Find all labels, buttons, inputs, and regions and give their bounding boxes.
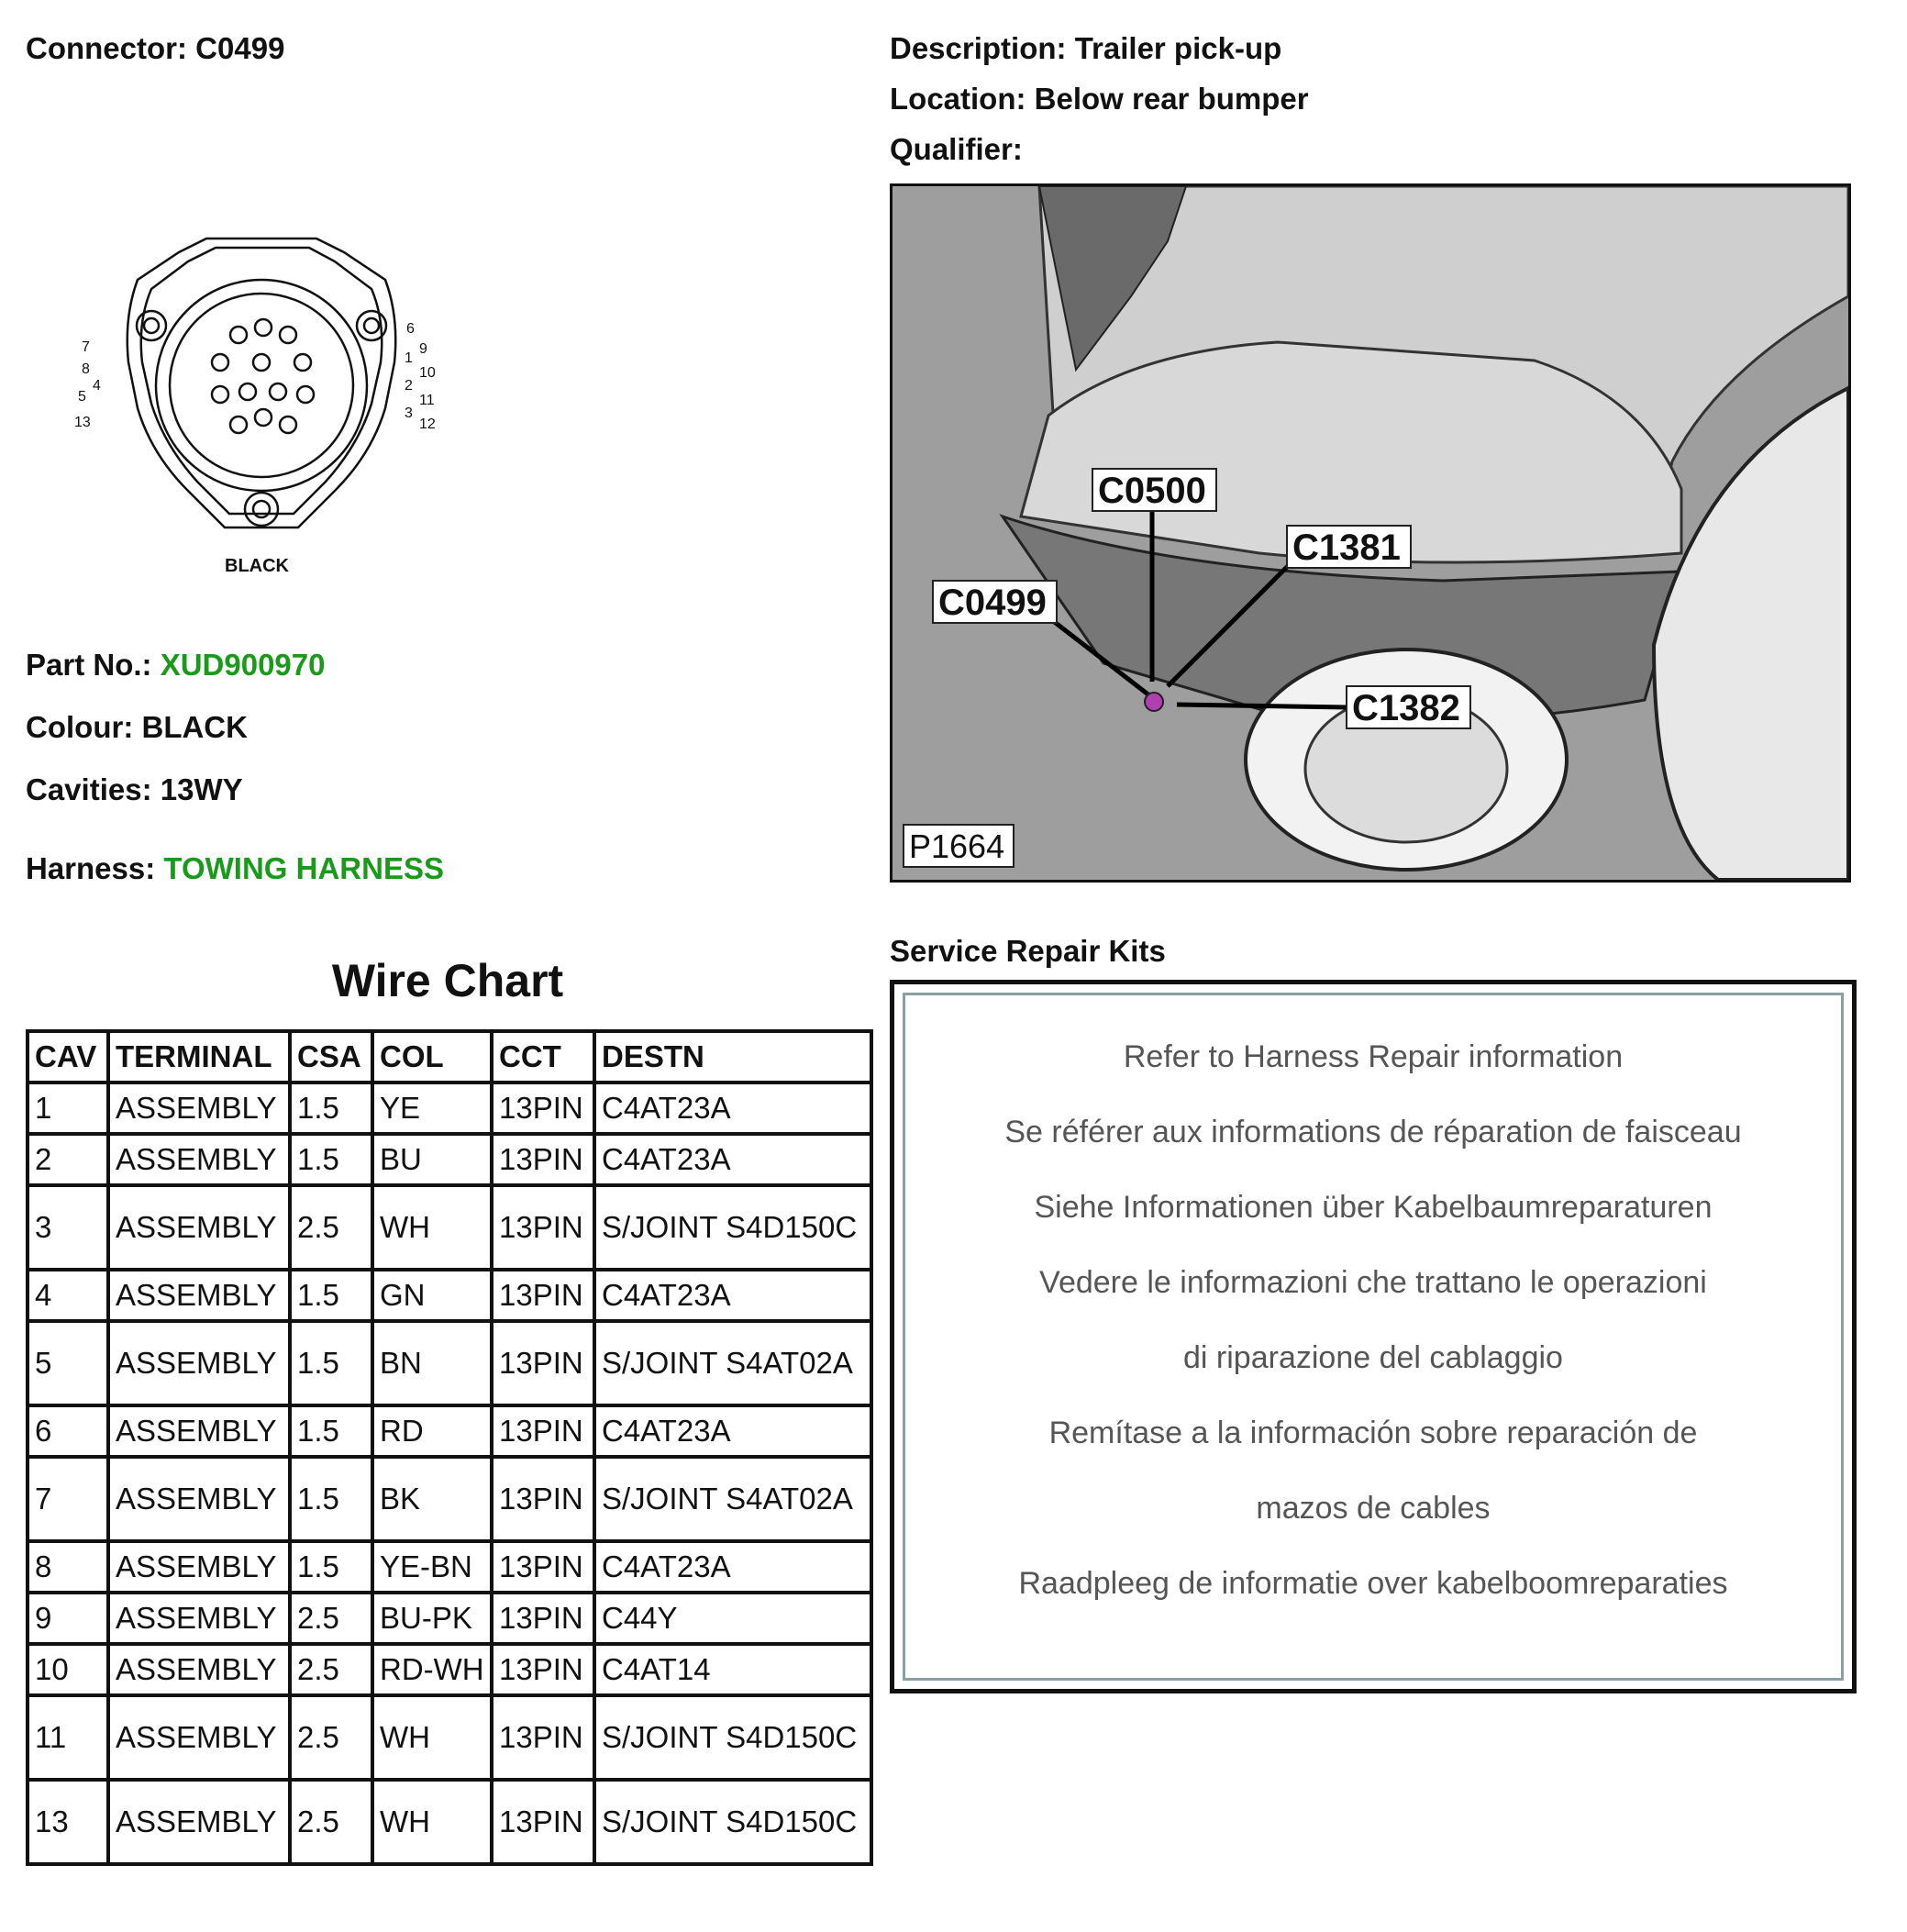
location-field: [890, 82, 1309, 117]
cell-destn: S/JOINT S4D150C: [594, 1695, 871, 1780]
pin-label: 13: [74, 415, 91, 430]
table-row: [28, 1541, 871, 1593]
cell-destn: C4AT14: [594, 1644, 871, 1695]
drawing-colour-label: BLACK: [225, 556, 289, 576]
cell-terminal: ASSEMBLY: [108, 1780, 290, 1864]
service-repair-kits-title: Service Repair Kits: [890, 934, 1166, 968]
cell-cct: 13PIN: [492, 1644, 594, 1695]
table-row: [28, 1083, 871, 1134]
cell-destn: S/JOINT S4AT02A: [594, 1457, 871, 1541]
callout-c1382: C1382: [1352, 688, 1460, 728]
connector-field: [26, 31, 284, 66]
table-row: [28, 1457, 871, 1541]
cell-col: RD: [372, 1405, 492, 1457]
pin-cavity: [255, 409, 272, 426]
harness-label: Harness:: [26, 851, 156, 885]
table-row: [28, 1593, 871, 1644]
cell-terminal: ASSEMBLY: [108, 1593, 290, 1644]
cell-cct: 13PIN: [492, 1457, 594, 1541]
callout-c0500: C0500: [1098, 471, 1206, 511]
cell-csa: 1.5: [290, 1405, 372, 1457]
pin-cavity: [280, 327, 296, 343]
cell-col: WH: [372, 1780, 492, 1864]
cell-terminal: ASSEMBLY: [108, 1083, 290, 1134]
cell-destn: C4AT23A: [594, 1541, 871, 1593]
wire-chart-title: Wire Chart: [331, 955, 564, 1006]
colour-field: [26, 710, 248, 745]
pin-cavity: [230, 327, 247, 343]
cell-terminal: ASSEMBLY: [108, 1541, 290, 1593]
cell-cct: 13PIN: [492, 1185, 594, 1270]
kit-line: di riparazione del cablaggio: [1183, 1340, 1563, 1375]
pin-label: 11: [419, 393, 435, 408]
pin-cavity: [280, 416, 296, 433]
kit-line: Refer to Harness Repair information: [1123, 1039, 1624, 1074]
description-value: Trailer pick-up: [1074, 31, 1282, 65]
location-value: Below rear bumper: [1034, 82, 1309, 116]
connector-value: C0499: [195, 31, 285, 65]
cell-csa: 2.5: [290, 1185, 372, 1270]
cell-destn: S/JOINT S4D150C: [594, 1780, 871, 1864]
col-header-cav: CAV: [28, 1031, 108, 1083]
cell-csa: 1.5: [290, 1134, 372, 1185]
cell-cav: 10: [28, 1644, 108, 1695]
part-no-field: [26, 648, 325, 683]
wire-chart-header-row: [28, 1031, 871, 1083]
description-label: Description:: [890, 31, 1067, 65]
table-row: [28, 1644, 871, 1695]
kit-line: Remítase a la información sobre reparación de: [1048, 1416, 1698, 1450]
qualifier-label: Qualifier:: [890, 132, 1023, 166]
cavities-value: 13WY: [160, 772, 243, 806]
cell-col: YE: [372, 1083, 492, 1134]
cell-csa: 2.5: [290, 1695, 372, 1780]
wire-chart-table: [26, 1029, 873, 1866]
cell-cav: 5: [28, 1321, 108, 1405]
cell-terminal: ASSEMBLY: [108, 1134, 290, 1185]
table-row: [28, 1270, 871, 1321]
cell-cct: 13PIN: [492, 1541, 594, 1593]
qualifier-field: [890, 132, 1023, 167]
mount-hole-bottom: [245, 493, 278, 526]
connector-label: Connector:: [26, 31, 187, 65]
cell-cct: 13PIN: [492, 1321, 594, 1405]
pin-label: 8: [82, 361, 90, 377]
part-no-link[interactable]: XUD900970: [160, 648, 326, 682]
cell-cav: 13: [28, 1780, 108, 1864]
cell-cct: 13PIN: [492, 1134, 594, 1185]
pin-label: 12: [419, 416, 436, 432]
col-header-terminal: TERMINAL: [108, 1031, 290, 1083]
cell-col: YE-BN: [372, 1541, 492, 1593]
cell-cct: 13PIN: [492, 1780, 594, 1864]
callout-c0499: C0499: [938, 583, 1047, 623]
cell-col: BU-PK: [372, 1593, 492, 1644]
connector-location-marker: [1145, 693, 1163, 711]
col-header-cct: CCT: [492, 1031, 594, 1083]
cell-cct: 13PIN: [492, 1270, 594, 1321]
cell-cav: 1: [28, 1083, 108, 1134]
cell-csa: 2.5: [290, 1644, 372, 1695]
cell-destn: C4AT23A: [594, 1270, 871, 1321]
cell-cav: 11: [28, 1695, 108, 1780]
col-header-csa: CSA: [290, 1031, 372, 1083]
cell-csa: 1.5: [290, 1541, 372, 1593]
kit-line: Raadpleeg de informatie over kabelboomreparaties: [1018, 1566, 1728, 1601]
cell-cav: 9: [28, 1593, 108, 1644]
cell-terminal: ASSEMBLY: [108, 1321, 290, 1405]
connector-face-drawing: [69, 225, 454, 583]
col-header-col: COL: [372, 1031, 492, 1083]
cell-destn: C4AT23A: [594, 1083, 871, 1134]
cell-col: RD-WH: [372, 1644, 492, 1695]
location-photo: [890, 183, 1851, 883]
table-row: [28, 1321, 871, 1405]
cell-cct: 13PIN: [492, 1405, 594, 1457]
cell-col: GN: [372, 1270, 492, 1321]
pin-cavity: [253, 354, 270, 371]
cell-col: WH: [372, 1185, 492, 1270]
connector-face-inner-ring: [170, 294, 353, 477]
pin-cavity: [297, 386, 314, 403]
pin-label: 2: [405, 378, 413, 394]
cell-cav: 7: [28, 1457, 108, 1541]
cell-destn: C4AT23A: [594, 1134, 871, 1185]
pin-cavity: [230, 416, 247, 433]
cell-csa: 1.5: [290, 1457, 372, 1541]
part-no-label: Part No.:: [26, 648, 152, 682]
colour-value: BLACK: [141, 710, 248, 744]
harness-field: [26, 851, 444, 886]
table-row: [28, 1405, 871, 1457]
pin-cavity: [212, 354, 228, 371]
connector-housing-outline: [128, 239, 396, 527]
cell-terminal: ASSEMBLY: [108, 1405, 290, 1457]
table-row: [28, 1185, 871, 1270]
cell-csa: 2.5: [290, 1780, 372, 1864]
cell-terminal: ASSEMBLY: [108, 1270, 290, 1321]
cell-destn: C44Y: [594, 1593, 871, 1644]
cell-terminal: ASSEMBLY: [108, 1457, 290, 1541]
table-row: [28, 1780, 871, 1864]
pin-label: 10: [419, 365, 436, 381]
connector-housing-inner: [141, 248, 383, 514]
cell-cav: 8: [28, 1541, 108, 1593]
pin-cavity: [212, 386, 228, 403]
col-header-destn: DESTN: [594, 1031, 871, 1083]
vehicle-rear-illustration: [893, 186, 1848, 880]
cell-col: BU: [372, 1134, 492, 1185]
cell-destn: S/JOINT S4D150C: [594, 1185, 871, 1270]
kit-line: Se référer aux informations de réparation de faisceau: [1004, 1115, 1742, 1149]
cell-col: BN: [372, 1321, 492, 1405]
kit-line: mazos de cables: [1256, 1491, 1491, 1526]
table-row: [28, 1134, 871, 1185]
cell-csa: 1.5: [290, 1321, 372, 1405]
cell-cav: 2: [28, 1134, 108, 1185]
pin-cavity: [294, 354, 311, 371]
pin-cavity: [255, 319, 272, 336]
pin-label: 6: [406, 321, 415, 337]
location-label: Location:: [890, 82, 1026, 116]
callout-c1381: C1381: [1292, 527, 1401, 568]
cell-cav: 4: [28, 1270, 108, 1321]
table-row: [28, 1695, 871, 1780]
service-repair-kits-box: [890, 980, 1857, 1693]
cell-cct: 13PIN: [492, 1593, 594, 1644]
pin-label: 4: [93, 378, 101, 394]
pin-label: 7: [82, 339, 90, 355]
cell-cav: 3: [28, 1185, 108, 1270]
cell-terminal: ASSEMBLY: [108, 1185, 290, 1270]
pin-cavity: [270, 383, 286, 400]
cell-terminal: ASSEMBLY: [108, 1695, 290, 1780]
photo-ref: P1664: [909, 827, 1005, 865]
cell-col: WH: [372, 1695, 492, 1780]
cell-destn: S/JOINT S4AT02A: [594, 1321, 871, 1405]
cell-col: BK: [372, 1457, 492, 1541]
cell-csa: 2.5: [290, 1593, 372, 1644]
kit-line: Siehe Informationen über Kabelbaumreparaturen: [1034, 1190, 1713, 1225]
pin-label: 5: [78, 389, 86, 405]
cavities-field: [26, 772, 243, 807]
connector-face-ring: [156, 280, 367, 491]
harness-link[interactable]: TOWING HARNESS: [163, 851, 444, 885]
pin-cavity: [239, 383, 256, 400]
kit-line: Vedere le informazioni che trattano le operazioni: [1039, 1265, 1707, 1300]
cell-destn: C4AT23A: [594, 1405, 871, 1457]
colour-label: Colour:: [26, 710, 134, 744]
cell-cct: 13PIN: [492, 1083, 594, 1134]
cell-terminal: ASSEMBLY: [108, 1644, 290, 1695]
cell-cav: 6: [28, 1405, 108, 1457]
cell-csa: 1.5: [290, 1270, 372, 1321]
cavities-label: Cavities:: [26, 772, 152, 806]
cell-csa: 1.5: [290, 1083, 372, 1134]
description-field: [890, 31, 1281, 66]
cell-cct: 13PIN: [492, 1695, 594, 1780]
pin-label: 3: [405, 405, 413, 421]
pin-label: 1: [405, 350, 413, 366]
pin-label: 9: [419, 341, 427, 357]
